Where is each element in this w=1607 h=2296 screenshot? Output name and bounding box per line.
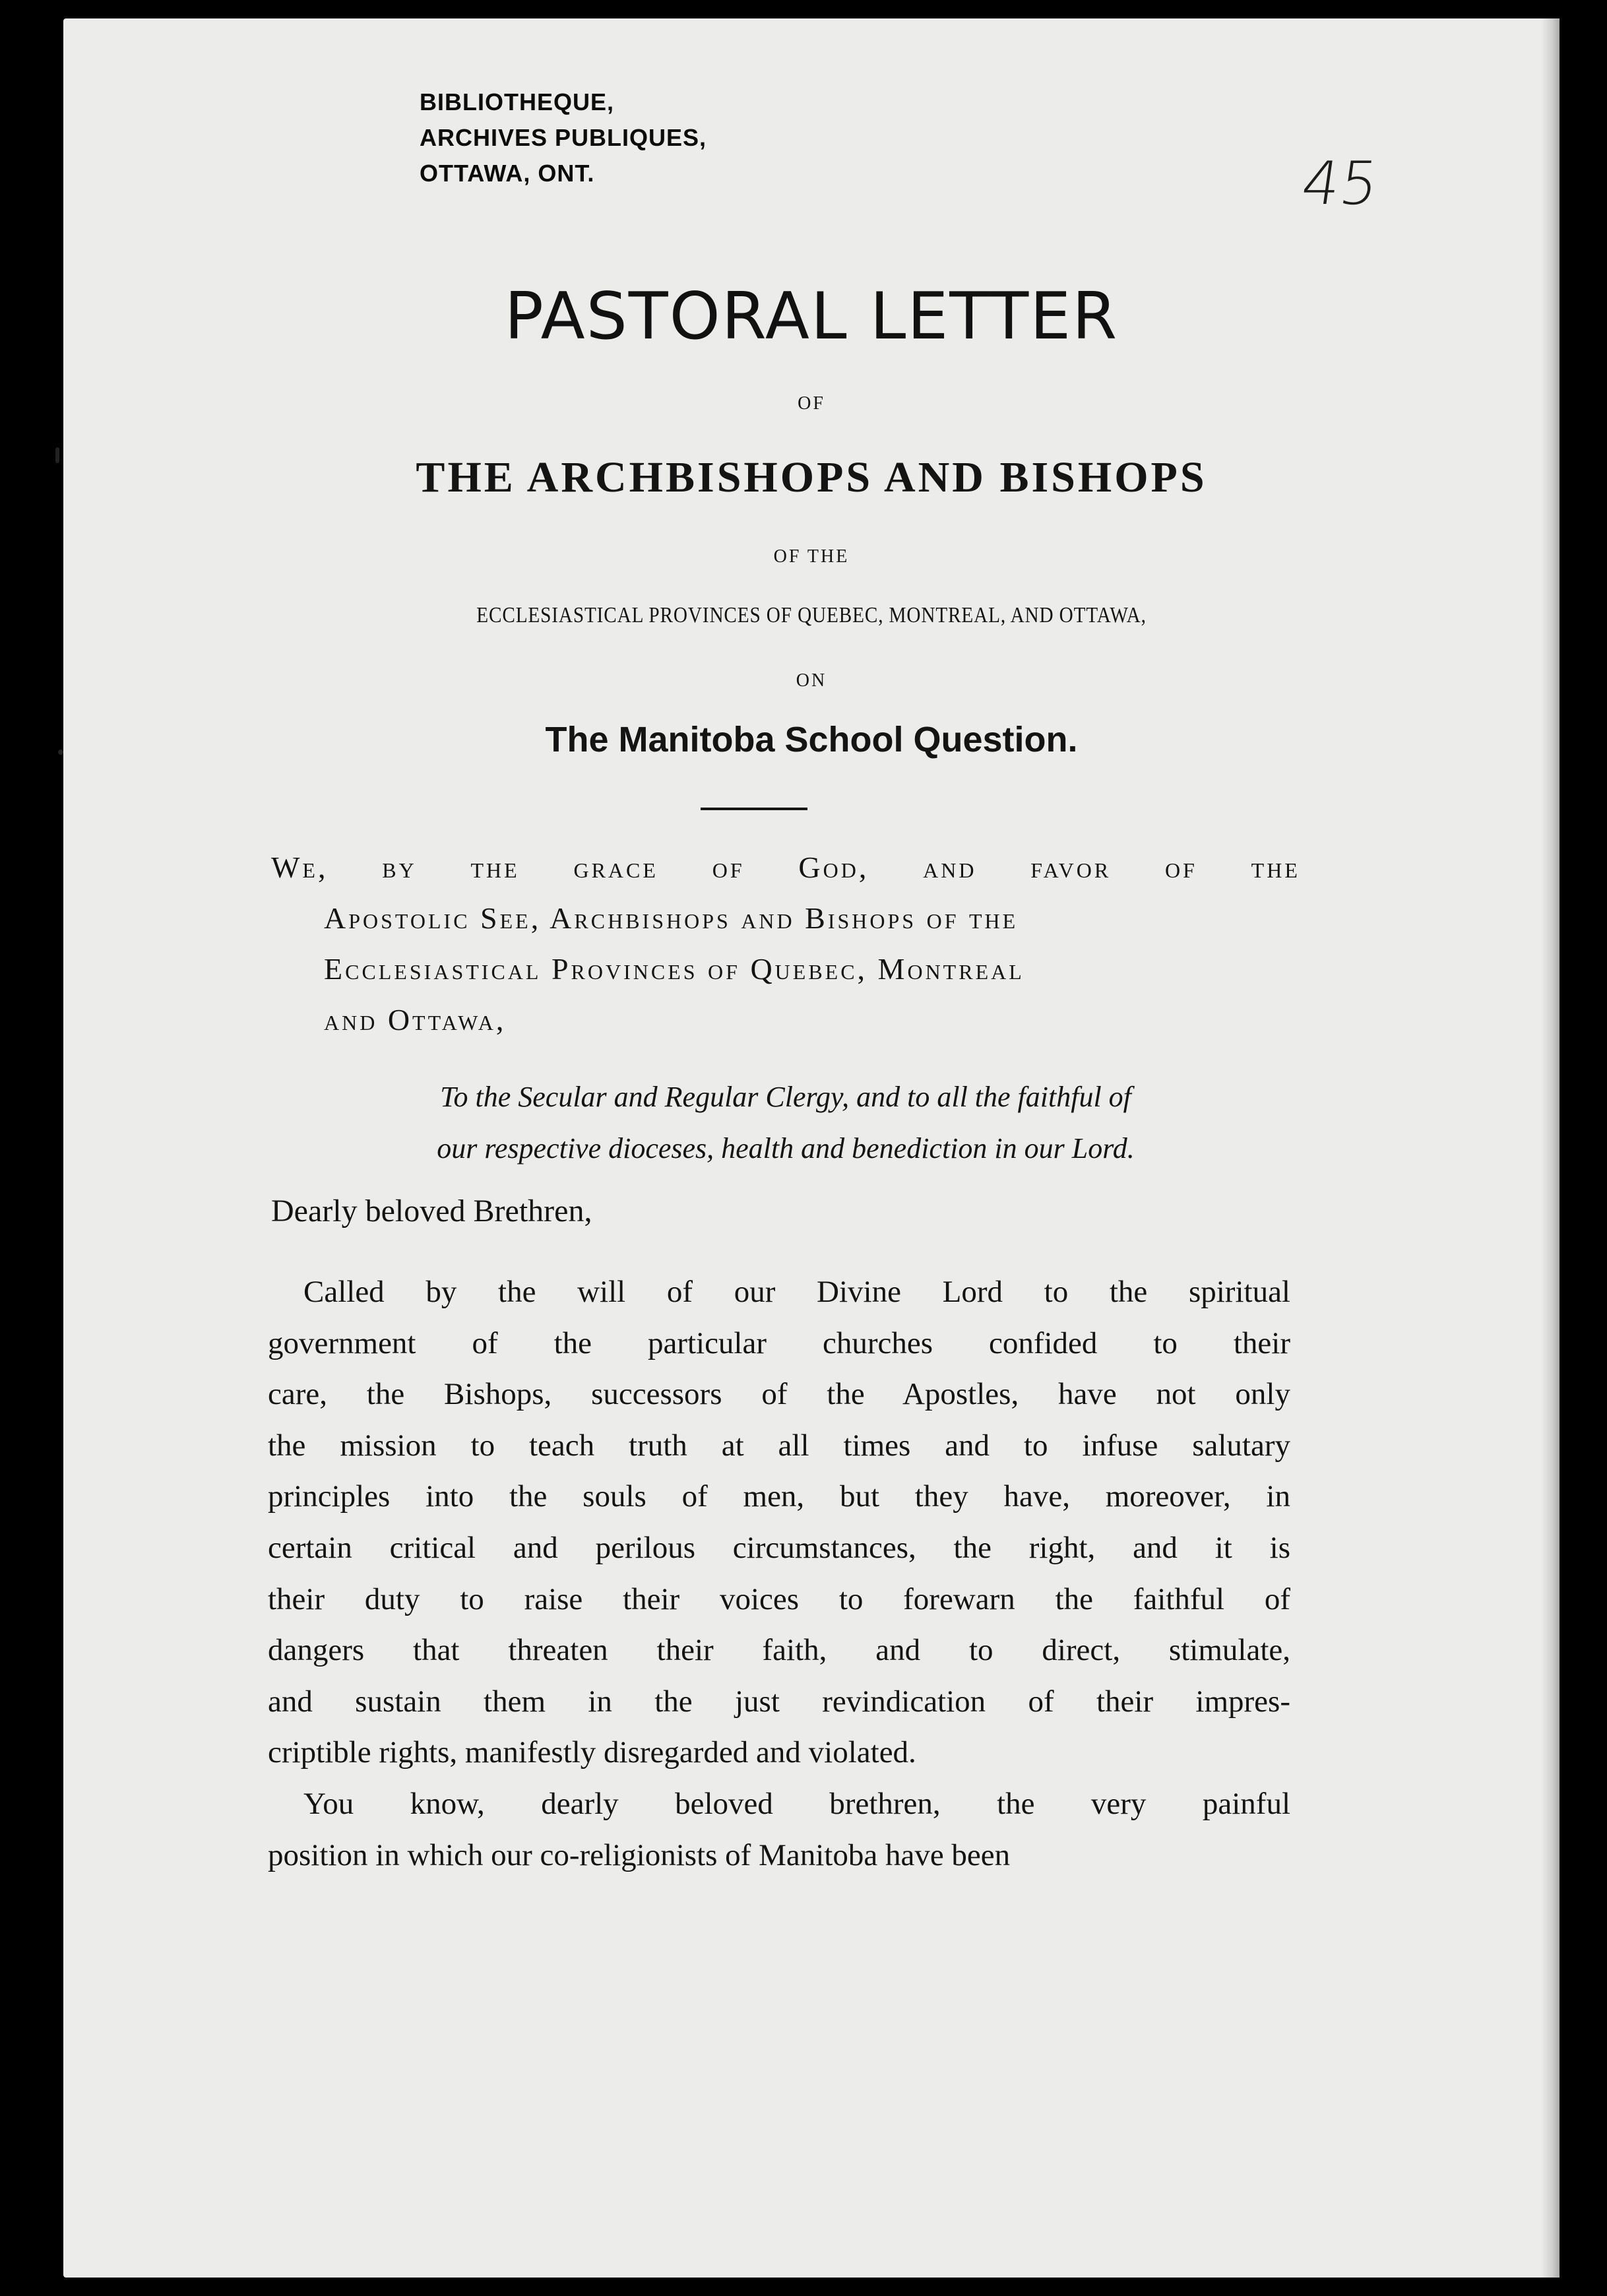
scan-speck xyxy=(55,447,59,463)
body-line: government of the particular churches confided to their xyxy=(268,1325,1290,1360)
heading-of-the: OF THE xyxy=(773,546,850,567)
salutation-line-3: Ecclesiastical Provinces of Quebec, Montreal xyxy=(324,952,1024,986)
salutation-block xyxy=(271,842,1300,1045)
salutation-word: the xyxy=(470,850,520,884)
salutation-line-2: Apostolic See, Archbishops and Bishops of the xyxy=(324,901,1019,935)
subject-heading: The Manitoba School Question. xyxy=(545,720,1078,759)
pencil-annotation: 45 xyxy=(1297,149,1383,218)
salutation-word: We, xyxy=(271,850,329,884)
body-line: certain critical and perilous circumstances, the right, and it is xyxy=(268,1530,1290,1565)
body-line: dangers that threaten their faith, and to direct, stimulate, xyxy=(268,1633,1290,1668)
stamp-line-3: OTTAWA, ONT. xyxy=(420,160,595,187)
body-line: principles into the souls of men, but they have, moreover, in xyxy=(268,1479,1290,1514)
scan-speck xyxy=(58,749,63,755)
provinces-line: ECCLESIASTICAL PROVINCES OF QUEBEC, MONTREAL, AND OTTAWA, xyxy=(476,603,1147,627)
stamp-line-2: ARCHIVES PUBLIQUES, xyxy=(420,124,707,151)
authors-heading: THE ARCHBISHOPS AND BISHOPS xyxy=(416,453,1207,501)
title-of: OF xyxy=(798,393,825,414)
salutation-word: and xyxy=(923,850,977,884)
address-line-1: To the Secular and Regular Clergy, and to all the faithful of xyxy=(440,1081,1131,1113)
address-to-clergy xyxy=(271,1071,1300,1174)
letter-body xyxy=(268,1267,1290,1881)
heading-on: ON xyxy=(796,670,827,691)
body-line: You know, dearly beloved brethren, the very painful xyxy=(303,1786,1290,1821)
salutation-line-1 xyxy=(271,842,1300,893)
stamp-line-1: BIBLIOTHEQUE, xyxy=(420,88,615,115)
body-line: Called by the will of our Divine Lord to the spiritual xyxy=(303,1275,1290,1309)
body-line: criptible rights, manifestly disregarded and violated. xyxy=(268,1735,916,1770)
salutation-line-4: and Ottawa, xyxy=(324,1003,507,1036)
document-title: PASTORAL LETTER xyxy=(504,279,1119,354)
salutation-word: of xyxy=(1164,850,1197,884)
salutation-word: favor xyxy=(1030,850,1112,884)
body-line: and sustain them in the just revindication of their impres- xyxy=(268,1684,1290,1719)
salutation-word: grace xyxy=(573,850,658,884)
address-line-2: our respective dioceses, health and benediction in our Lord. xyxy=(437,1132,1135,1164)
body-line: the mission to teach truth at all times and to infuse salutary xyxy=(268,1428,1290,1463)
body-line: care, the Bishops, successors of the Apostles, have not only xyxy=(268,1377,1290,1412)
salutation-word: God, xyxy=(798,850,869,884)
body-line: their duty to raise their voices to forewarn the faithful of xyxy=(268,1581,1290,1616)
salutation-word: the xyxy=(1251,850,1300,884)
document-page xyxy=(63,18,1560,2278)
page-edge-shadow xyxy=(1541,18,1560,2278)
salutation-word: by xyxy=(382,850,417,884)
greeting: Dearly beloved Brethren, xyxy=(271,1194,592,1228)
library-stamp xyxy=(420,84,707,191)
divider-rule xyxy=(701,808,807,810)
salutation-word: of xyxy=(712,850,745,884)
body-line: position in which our co-religionists of Manitoba have been xyxy=(268,1837,1011,1872)
